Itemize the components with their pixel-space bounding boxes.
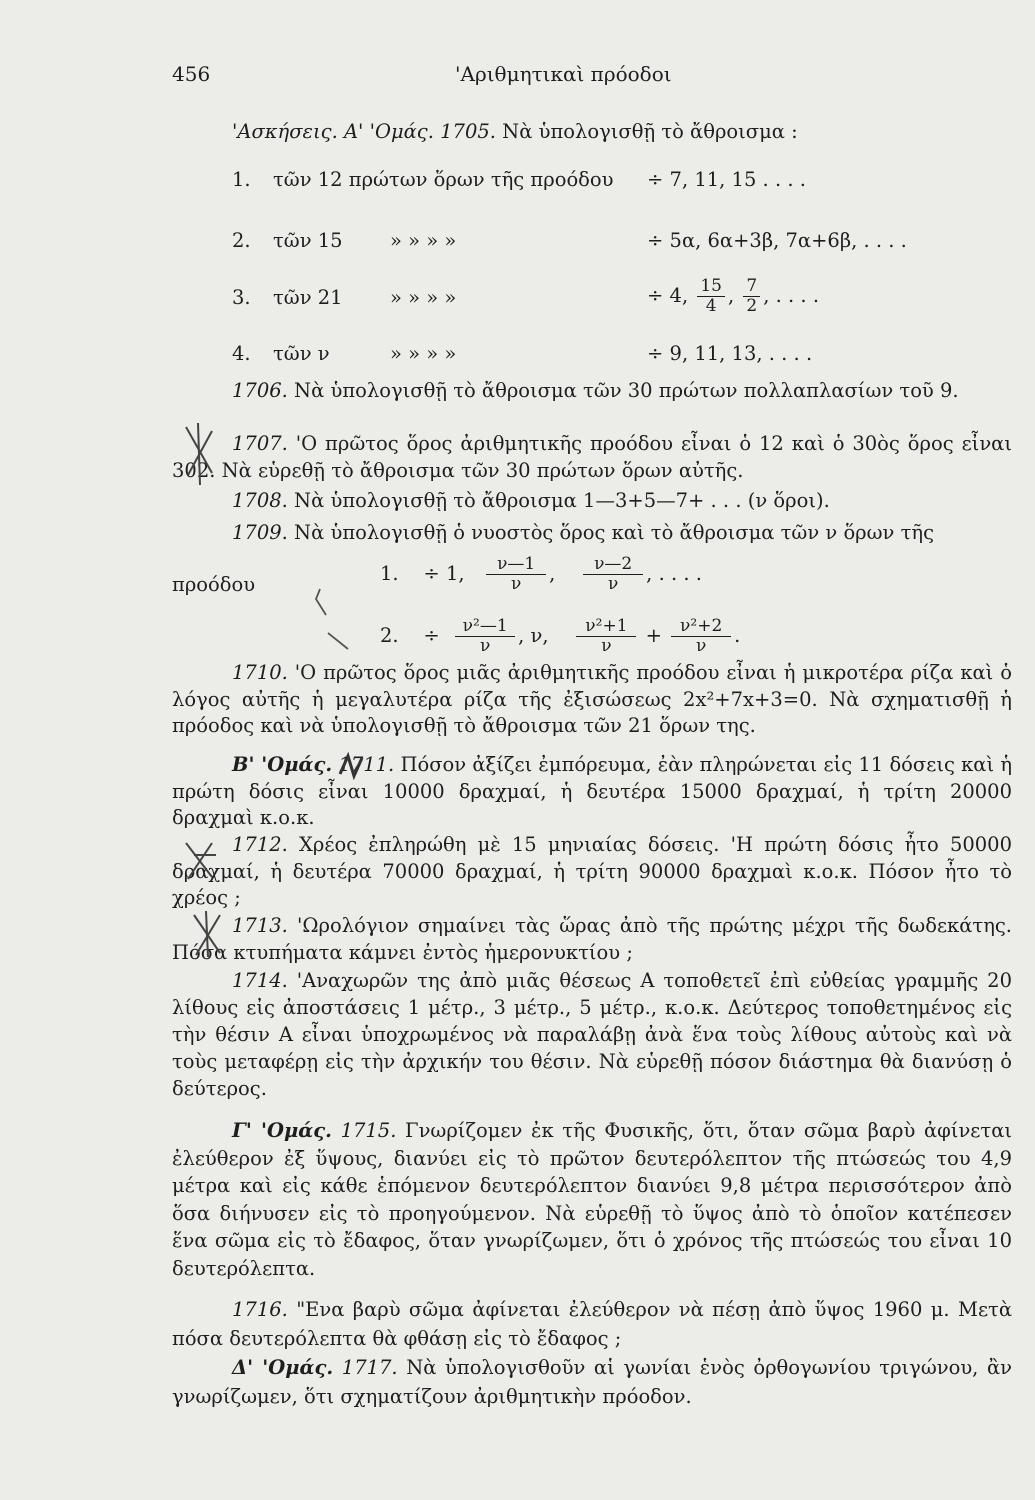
running-title: 'Αριθμητικαὶ πρόοδοι: [455, 62, 672, 86]
exercise-number: 1709.: [232, 521, 288, 544]
fraction: [671, 617, 731, 656]
exercise-1715: [172, 1117, 1012, 1282]
exercise-1708: [172, 488, 1012, 515]
exercise-number: 1711.: [338, 753, 395, 776]
exercise-number: 1714.: [232, 969, 288, 992]
exercise-text: 'Ο πρῶτος ὅρος ἀριθμητικῆς προόδου εἶναι ὁ 12 καὶ ὁ 30ὸς ὅρος εἶναι 302. Νὰ εὑρεθῇ τὸ ἄθροισμα τῶν 30 πρώτων ὅρων αὐτῆς.: [172, 432, 1012, 482]
row-description: τῶν 12 πρώτων ὅρων τῆς προόδου: [273, 168, 614, 191]
exercise-number: 1715.: [340, 1119, 397, 1142]
sequence-start: ÷ 1,: [423, 562, 465, 585]
exercise-number: 1707.: [232, 432, 288, 455]
exercise-number: 1705.: [440, 120, 496, 143]
ditto-marks: » » » »: [390, 286, 457, 309]
handwritten-scribble: [336, 752, 366, 780]
numerator: ν²—1: [455, 617, 515, 637]
group-label: Γ' 'Ομάς.: [232, 1119, 332, 1142]
sequence-with-fractions: ÷ 4, $\frac{15}{4}$ , $\frac{7}{2}$ , . . . .: [647, 276, 820, 316]
sequence-start: ÷ 4,: [647, 284, 689, 307]
exercise-number: 1717.: [341, 1356, 398, 1379]
sequence-end: .: [734, 624, 741, 647]
fraction: [455, 617, 515, 656]
sequence-middle: , ν,: [518, 624, 549, 647]
handwritten-bracket-mark: [312, 585, 352, 655]
row-description: τῶν ν: [273, 342, 330, 365]
handwritten-x-mark: [188, 905, 228, 960]
denominator: ν: [601, 636, 612, 656]
numerator: 15: [697, 277, 725, 297]
sequence-start: ÷: [423, 624, 440, 647]
numerator: ν²+2: [671, 617, 731, 637]
sequence-index: 2.: [380, 624, 399, 647]
exercise-text: Νὰ ὑπολογισθῇ τὸ ἄθροισμα :: [502, 120, 798, 143]
denominator: ν: [511, 574, 522, 594]
sequence-end: , . . . .: [763, 284, 820, 307]
exercise-text: 'Ωρολόγιον σημαίνει τὰς ὥρας ἀπὸ τῆς πρώτης μέχρι τῆς δωδεκάτης. Πόσα κτυπήματα κάμνει ἐντὸς ἡμερονυκτίου ;: [172, 914, 1012, 964]
exercise-number: 1716.: [232, 1298, 288, 1321]
row-index: 3.: [232, 286, 251, 309]
exercise-text: "Ενα βαρὺ σῶμα ἀφίνεται ἐλεύθερον νὰ πέσῃ ἀπὸ ὕψος 1960 μ. Μετὰ πόσα δευτερόλεπτα θὰ φθάσῃ εἰς τὸ ἔδαφος ;: [172, 1298, 1012, 1350]
numerator: ν—1: [486, 555, 546, 575]
denominator: 2: [746, 296, 758, 316]
sequence-1: 1. ÷ 1, $\frac{\nu—1}{\nu}$ , $\frac{\nu—2}{\nu}$ , . . . .: [380, 554, 702, 594]
sequence-2: [380, 608, 740, 664]
denominator: ν: [608, 574, 619, 594]
exercise-text: Νὰ ὑπολογισθῇ ὁ νυοστὸς ὅρος καὶ τὸ ἄθροισμα τῶν ν ὅρων τῆς: [294, 521, 934, 544]
exercise-text: Νὰ ὑπολογισθῇ τὸ ἄθροισμα τῶν 30 πρώτων πολλαπλασίων τοῦ 9.: [294, 379, 959, 402]
group-label: Β' 'Ομάς.: [232, 753, 333, 776]
exercise-number: 1712.: [232, 833, 288, 856]
group-label: Δ' 'Ομάς.: [232, 1356, 334, 1379]
exercise-1707: [172, 431, 1012, 484]
row-index: 1.: [232, 168, 251, 191]
exercise-text: Νὰ ὑπολογισθοῦν αἱ γωνίαι ἑνὸς ὀρθογωνίου τριγώνου, ἂν γνωρίζωμεν, ὅτι σχηματίζουν ἀριθμητικὴν πρόοδον.: [172, 1356, 1012, 1408]
numerator: ν—2: [583, 555, 643, 575]
ditto-marks: » » » »: [390, 229, 457, 252]
sequence: ÷ 7, 11, 15 . . . .: [647, 168, 806, 191]
denominator: ν: [695, 636, 707, 656]
handwritten-x-mark: [180, 415, 220, 490]
row-index: 2.: [232, 229, 251, 252]
exercise-text: 'Αναχωρῶν της ἀπὸ μιᾶς θέσεως Α τοποθετεῖ ἐπὶ εὐθείας γραμμῆς 20 λίθους εἰς ἀποστάσεις 1 μέτρ., 3 μέτρ., 5 μέτρ., κ.ο.κ. Δεύτερος τοποθετημένος εἰς τὴν θέσιν Α εἶναι ὑποχρωμένος νὰ παραλάβῃ ἀνὰ ἕνα τοὺς λίθους αὐτοὺς καὶ νὰ τοὺς μεταφέρῃ εἰς τὴν ἀρχικήν του θέσιν. Νὰ εὑρεθῇ πόσον διάστημα θὰ διανύσῃ ὁ δεύτερος.: [172, 969, 1012, 1100]
exercise-1713: [172, 913, 1012, 966]
sequence-index: 1.: [380, 562, 399, 585]
exercise-1712: [172, 832, 1012, 912]
numerator: ν²+1: [576, 617, 636, 637]
exercise-1717: [172, 1353, 1012, 1411]
fraction: [743, 277, 760, 316]
exercise-1709: [172, 520, 1012, 547]
sequence: ÷ 5α, 6α+3β, 7α+6β, . . . .: [647, 229, 907, 252]
exercise-1711: [172, 752, 1012, 832]
fraction: [486, 555, 546, 594]
plus-sign: +: [645, 624, 662, 647]
page-number: 456: [172, 62, 211, 86]
exercise-1714: [172, 967, 1012, 1102]
exercise-number: 1713.: [232, 914, 288, 937]
ditto-marks: » » » »: [390, 342, 457, 365]
sequence-end: , . . . .: [646, 562, 702, 585]
numerator: 7: [743, 277, 760, 297]
exercise-text: Γνωρίζομεν ἐκ τῆς Φυσικῆς, ὅτι, ὅταν σῶμα βαρὺ ἀφίνεται ἐλεύθερον ἐξ ὕψους, διανύει εἰς τὸ πρῶτον δευτερόλεπτον τῆς πτώσεώς του 4,9 μέτρα καὶ εἰς κάθε ἑπόμενον δευτερόλεπτον διανύει 9,8 μέτρα περισσότερον ἀπὸ ὅσα διήνυσεν εἰς τὸ προηγούμενον. Νὰ εὑρεθῇ τὸ ὕψος ἀπὸ τὸ ὁποῖον κατέπεσεν ἕνα σῶμα εἰς τὸ ἔδαφος, ὅταν γνωρίζωμεν, ὅτι ὁ χρόνος τῆς πτώσεώς του εἶναι 10 δευτερόλεπτα.: [172, 1119, 1013, 1280]
fraction: [697, 277, 725, 316]
row-description: τῶν 15: [273, 229, 343, 252]
exercise-number: 1706.: [232, 379, 288, 402]
exercise-1710: [172, 660, 1012, 740]
group-label: 'Ασκήσεις. Α' 'Ομάς.: [232, 120, 434, 143]
denominator: 4: [705, 296, 717, 316]
row-description: τῶν 21: [273, 286, 343, 309]
fraction: [583, 555, 643, 594]
exercise-text: Νὰ ὑπολογισθῇ τὸ ἄθροισμα 1—3+5—7+ . . . (ν ὅροι).: [294, 489, 830, 512]
row-index: 4.: [232, 342, 251, 365]
fraction: [576, 617, 636, 656]
exercise-text: Πόσον ἀξίζει ἐμπόρευμα, ἐὰν πληρώνεται εἰς 11 δόσεις καὶ ἡ πρώτη δόσις εἶναι 10000 δραχμαί, ἡ δευτέρα 15000 δραχμαί, ἡ τρίτη 20000 δραχμαὶ κ.ο.κ.: [172, 753, 1013, 829]
exercise-1706: [172, 378, 1012, 405]
handwritten-x-mark: [180, 835, 220, 885]
exercise-1705-heading: [232, 120, 798, 144]
sequence-label: προόδου: [172, 573, 256, 596]
exercise-text: 'Ο πρῶτος ὅρος μιᾶς ἀριθμητικῆς προόδου εἶναι ἡ μικροτέρα ρίζα καὶ ὁ λόγος αὐτῆς ἡ μεγαλυτέρα ρίζα τῆς ἐξισώσεως 2x²+7x+3=0. Νὰ σχηματισθῇ ἡ πρόοδος καὶ νὰ ὑπολογισθῇ τὸ ἄθροισμα τῶν 21 ὅρων της.: [172, 661, 1013, 737]
exercise-number: 1710.: [232, 661, 288, 684]
exercise-text: Χρέος ἐπληρώθη μὲ 15 μηνιαίας δόσεις. 'Η πρώτη δόσις ἦτο 50000 δραχμαί, ἡ δευτέρα 70000 δραχμαί, ἡ τρίτη 90000 δραχμαὶ κ.ο.κ. Πόσον ἦτο τὸ χρέος ;: [172, 833, 1012, 909]
denominator: ν: [479, 636, 491, 656]
exercise-1716: [172, 1295, 1012, 1353]
sequence: ÷ 9, 11, 13, . . . .: [647, 342, 813, 365]
exercise-number: 1708.: [232, 489, 288, 512]
